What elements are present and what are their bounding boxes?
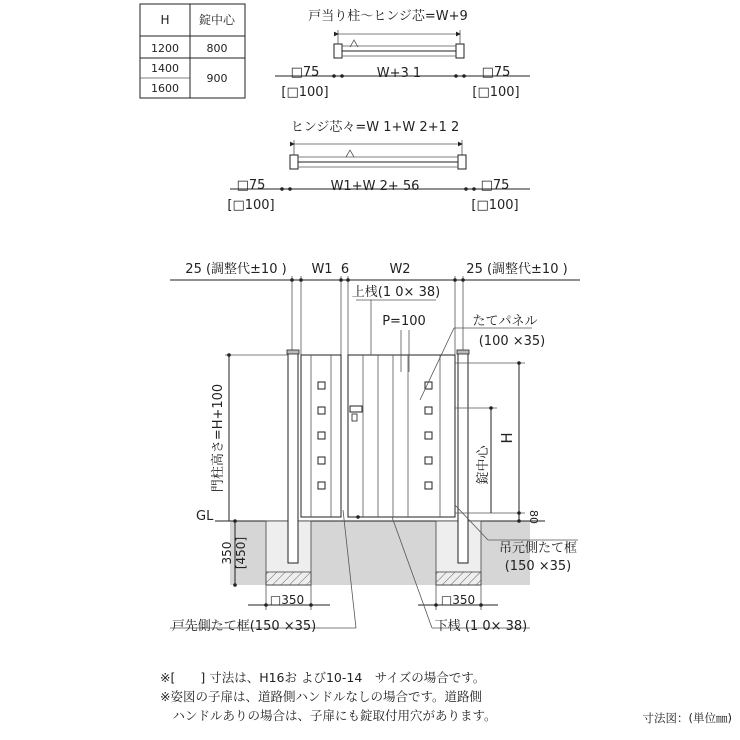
depth-label: 350 xyxy=(220,541,234,565)
bottom-gap-label: 80 xyxy=(527,510,540,524)
table-cell: 1400 xyxy=(151,62,179,75)
footnote: ※姿図の子扉は、道路側ハンドルなしの場合です。道路側 xyxy=(160,689,482,704)
double-plan-left-post-alt: [□100] xyxy=(227,198,275,213)
hinge-frame-label: 吊元側たて框 xyxy=(498,541,578,556)
hinge-frame-size-label: (150 ×35) xyxy=(504,559,572,574)
depth-alt-label: [450] xyxy=(234,536,248,570)
h-label: H xyxy=(498,432,516,444)
pitch-label: P=100 xyxy=(382,314,426,329)
top-plan-diagram xyxy=(275,8,530,100)
table-header-lock: 錠中心 xyxy=(198,13,236,27)
table-cell: 1600 xyxy=(151,82,179,95)
top-plan-left-post: □75 xyxy=(290,65,320,80)
top-plan-right-post-alt: [□100] xyxy=(472,85,520,100)
table-header-h: H xyxy=(160,13,170,27)
double-plan-left-post: □75 xyxy=(236,178,266,193)
double-plan-right-post-alt: [□100] xyxy=(471,198,519,213)
gl-label: GL xyxy=(196,509,214,524)
top-plan-title: 戸当り柱〜ヒンジ芯=W+9 xyxy=(308,9,468,24)
w1-label: W1 xyxy=(311,262,333,277)
w2-label: W2 xyxy=(389,262,411,277)
table-cell: 1200 xyxy=(151,42,179,55)
lock-center-label: 錠中心 xyxy=(476,445,491,485)
table-cell: 900 xyxy=(206,72,228,85)
top-rail-label: 上桟(1 0× 38) xyxy=(351,285,441,300)
top-plan-width: W+3 1 xyxy=(376,66,422,81)
double-plan-diagram xyxy=(227,119,530,213)
panel-size-label: (100 ×35) xyxy=(478,334,546,349)
adjust-right-label: 25 (調整代±10 ) xyxy=(466,262,568,277)
double-plan-title: ヒンジ芯々=W 1+W 2+1 2 xyxy=(290,120,460,135)
right-post xyxy=(458,353,468,563)
right-foundation-label: □350 xyxy=(440,593,476,607)
handle xyxy=(350,406,362,412)
main-leaf xyxy=(348,355,455,517)
top-plan-left-post-alt: [□100] xyxy=(281,85,329,100)
small-leaf xyxy=(301,355,341,517)
unit-label: 寸法図：(単位㎜) xyxy=(642,711,732,725)
left-post xyxy=(288,353,298,563)
table-cell: 800 xyxy=(206,42,228,55)
panel-label: たてパネル xyxy=(472,314,538,329)
adjust-left-label: 25 (調整代±10 ) xyxy=(185,262,287,277)
double-plan-right-post: □75 xyxy=(480,178,510,193)
footnote: ハンドルありの場合は、子扉にも錠取付用穴があります。 xyxy=(160,708,497,723)
bottom-rail-label: 下桟 (1 0× 38) xyxy=(434,619,528,634)
gap-label: 6 xyxy=(340,262,350,277)
footnote: ※[ ] 寸法は、H16お よび10-14 サイズの場合です。 xyxy=(160,670,486,685)
gate-elevation xyxy=(170,261,580,634)
post-height-label: 門柱高さ=H+100 xyxy=(211,383,226,493)
double-plan-width: W1+W 2+ 56 xyxy=(330,179,420,194)
lock-center-table xyxy=(140,4,245,98)
left-foundation-label: □350 xyxy=(269,593,305,607)
latch-frame-label: 戸先側たて框(150 ×35) xyxy=(171,619,317,634)
top-plan-right-post: □75 xyxy=(481,65,511,80)
